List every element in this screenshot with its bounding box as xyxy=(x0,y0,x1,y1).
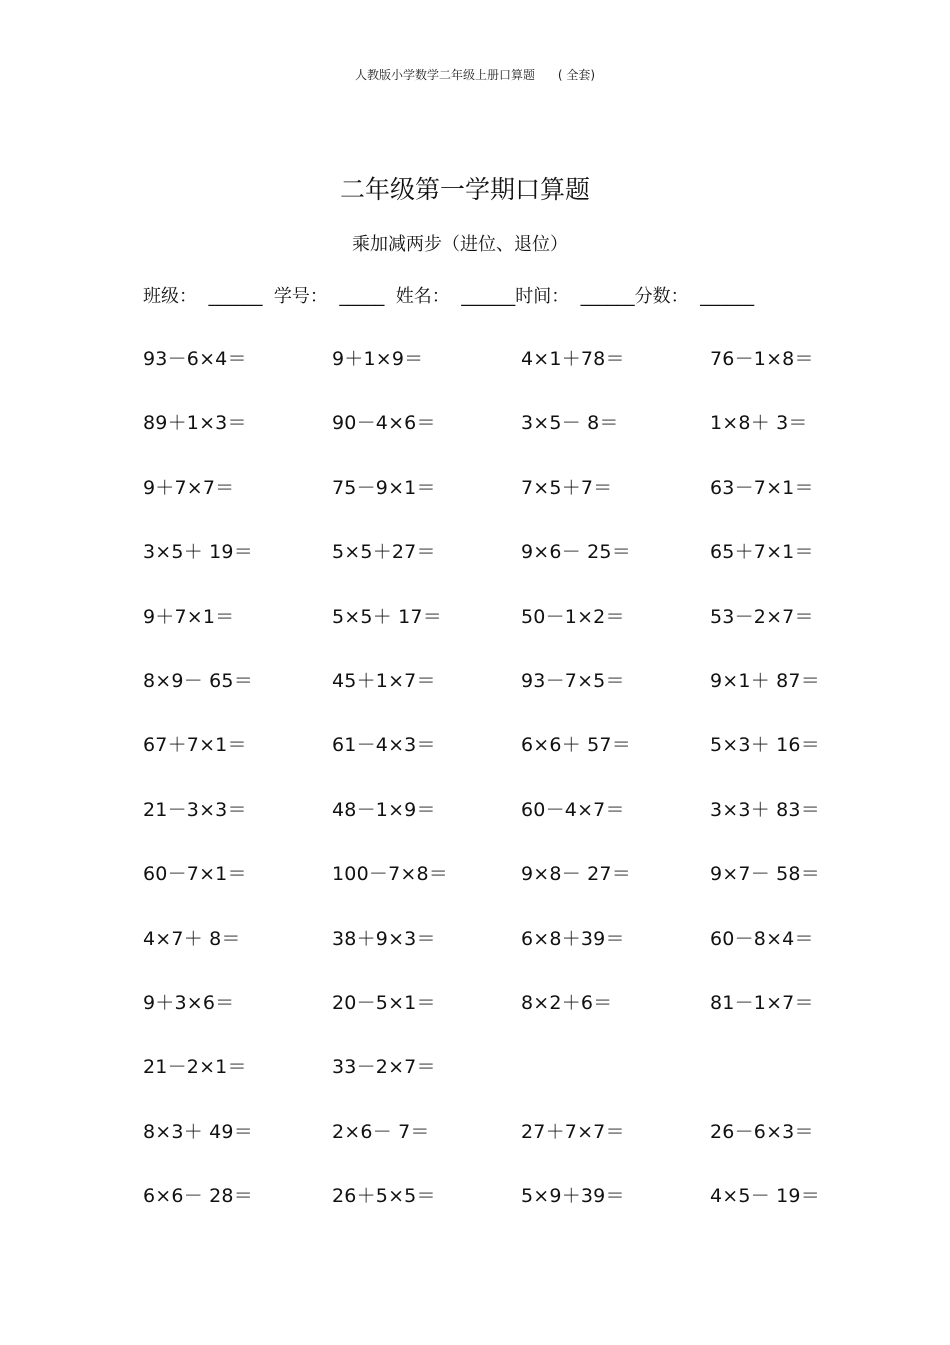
problem-item: 60－4×7＝ xyxy=(521,798,625,821)
problem-row xyxy=(143,1052,903,1116)
problem-item: 38＋9×3＝ xyxy=(332,927,436,950)
problem-row xyxy=(143,924,903,988)
problem-item: 4×1＋78＝ xyxy=(521,348,625,370)
problem-item: 63－7×1＝ xyxy=(710,476,814,499)
problem-item: 93－6×4＝ xyxy=(143,348,247,370)
problem-item: 21－3×3＝ xyxy=(143,798,247,821)
problem-row xyxy=(143,988,903,1052)
problem-item: 48－1×9＝ xyxy=(332,798,436,821)
problem-item: 61－4×3＝ xyxy=(332,734,436,757)
problem-item: 9＋3×6＝ xyxy=(143,991,235,1014)
problem-item: 9＋7×7＝ xyxy=(143,476,235,499)
page-subtitle: 乘加减两步（进位、退位） xyxy=(352,234,568,255)
problem-item: 5×5＋ 17＝ xyxy=(332,605,442,628)
problem-item: 3×3＋ 83＝ xyxy=(710,798,820,821)
problem-item: 5×9＋39＝ xyxy=(521,1185,625,1208)
problem-item: 65＋7×1＝ xyxy=(710,541,814,564)
problem-item: 9×7－ 58＝ xyxy=(710,863,820,886)
problem-item: 9×6－ 25＝ xyxy=(521,541,631,564)
problem-item: 6×6－ 28＝ xyxy=(143,1185,253,1208)
problem-item: 4×7＋ 8＝ xyxy=(143,927,241,950)
student-info-line: 班级： ______ 学号： _____ 姓名： ______时间： ______分数： ______ xyxy=(143,286,755,307)
problem-item: 9×8－ 27＝ xyxy=(521,863,631,886)
problem-item: 7×5＋7＝ xyxy=(521,476,613,499)
problem-item: 4×5－ 19＝ xyxy=(710,1185,820,1208)
problem-item: 5×3＋ 16＝ xyxy=(710,734,820,757)
problem-row xyxy=(143,408,903,472)
problem-row xyxy=(143,1117,903,1181)
problem-item: 76－1×8＝ xyxy=(710,348,814,370)
problem-item: 53－2×7＝ xyxy=(710,605,814,628)
problem-item: 9＋7×1＝ xyxy=(143,605,235,628)
problem-item: 75－9×1＝ xyxy=(332,476,436,499)
problem-row xyxy=(143,537,903,601)
problem-row xyxy=(143,795,903,859)
problem-item: 100－7×8＝ xyxy=(332,863,448,886)
problem-grid xyxy=(143,344,903,1245)
problem-item: 2×6－ 7＝ xyxy=(332,1120,430,1143)
problem-item: 26＋5×5＝ xyxy=(332,1185,436,1208)
problem-item: 1×8＋ 3＝ xyxy=(710,412,808,435)
problem-row xyxy=(143,473,903,537)
problem-row xyxy=(143,1181,903,1245)
problem-item: 45＋1×7＝ xyxy=(332,669,436,692)
problem-item: 33－2×7＝ xyxy=(332,1056,436,1079)
running-header: 人教版小学数学二年级上册口算题 ( 全套) xyxy=(354,68,596,82)
problem-item: 9＋1×9＝ xyxy=(332,348,424,370)
problem-item: 27＋7×7＝ xyxy=(521,1120,625,1143)
problem-item: 8×9－ 65＝ xyxy=(143,669,253,692)
problem-row xyxy=(143,859,903,923)
problem-item: 50－1×2＝ xyxy=(521,605,625,628)
problem-item: 3×5＋ 19＝ xyxy=(143,541,253,564)
problem-item: 21－2×1＝ xyxy=(143,1056,247,1079)
problem-item: 5×5＋27＝ xyxy=(332,541,436,564)
problem-item: 8×2＋6＝ xyxy=(521,991,613,1014)
problem-item: 89＋1×3＝ xyxy=(143,412,247,435)
problem-item: 8×3＋ 49＝ xyxy=(143,1120,253,1143)
problem-item: 6×6＋ 57＝ xyxy=(521,734,631,757)
problem-item: 81－1×7＝ xyxy=(710,991,814,1014)
problem-item: 90－4×6＝ xyxy=(332,412,436,435)
page-title: 二年级第一学期口算题 xyxy=(339,175,590,204)
problem-item: 60－8×4＝ xyxy=(710,927,814,950)
problem-item: 67＋7×1＝ xyxy=(143,734,247,757)
problem-row xyxy=(143,666,903,730)
problem-item: 3×5－ 8＝ xyxy=(521,412,619,435)
problem-item: 6×8＋39＝ xyxy=(521,927,625,950)
problem-row xyxy=(143,602,903,666)
problem-item: 60－7×1＝ xyxy=(143,863,247,886)
problem-row xyxy=(143,730,903,794)
problem-item: 9×1＋ 87＝ xyxy=(710,669,820,692)
problem-item: 20－5×1＝ xyxy=(332,991,436,1014)
problem-item: 26－6×3＝ xyxy=(710,1120,814,1143)
problem-row xyxy=(143,344,903,408)
problem-item: 93－7×5＝ xyxy=(521,669,625,692)
